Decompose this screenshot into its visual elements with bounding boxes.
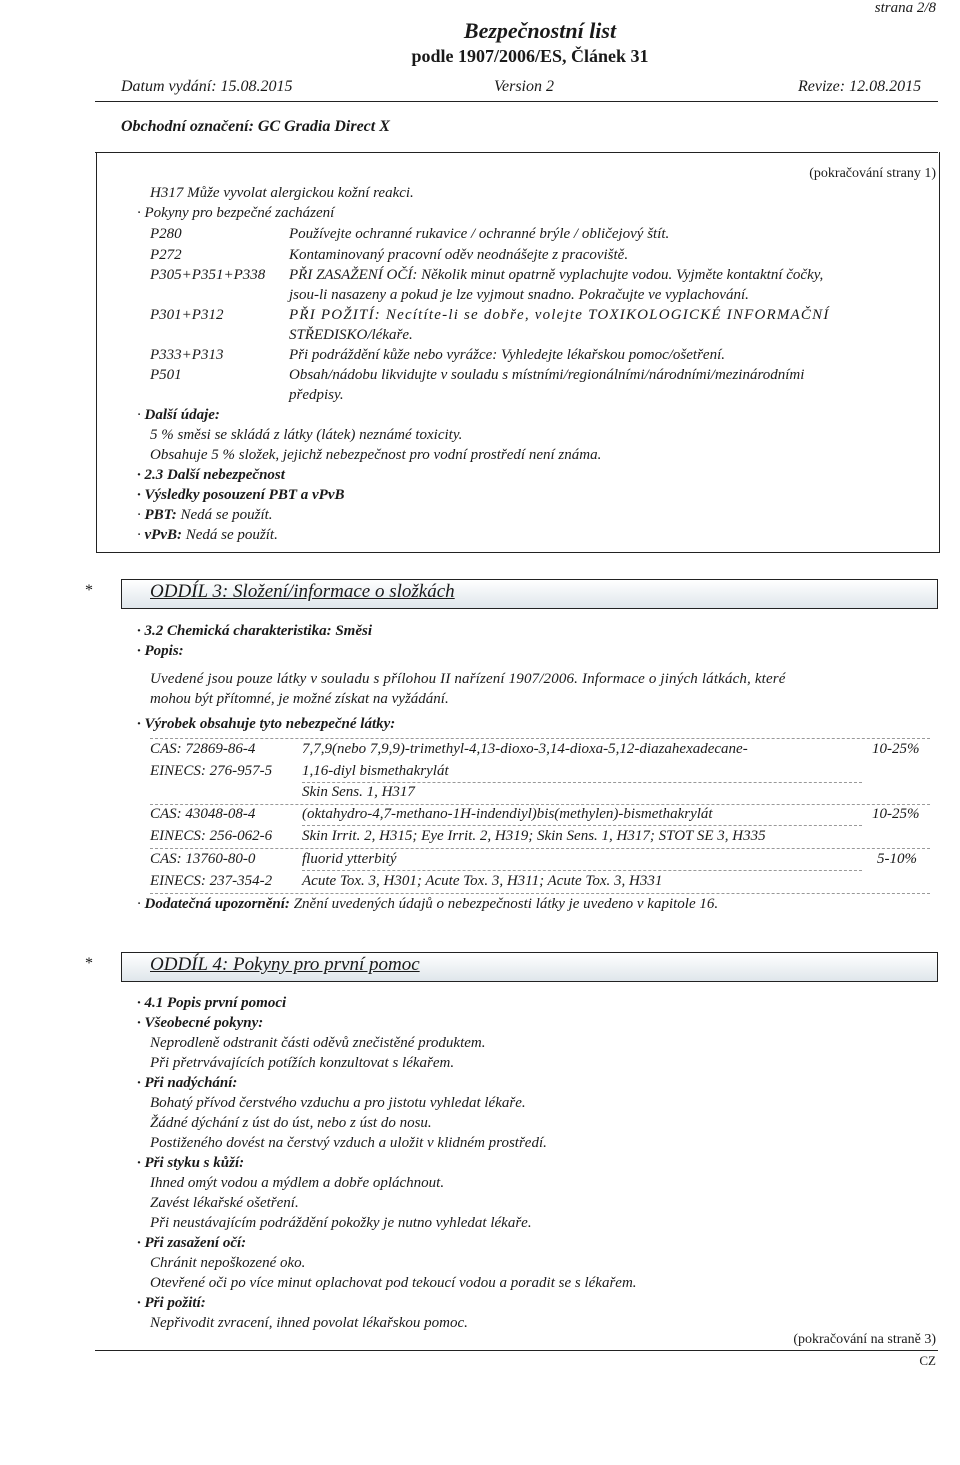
document-title: Bezpečnostní list [463,18,617,43]
substance-2-einecs: EINECS: 256-062-6 [150,828,273,844]
continued-from: (pokračování strany 1) [809,166,936,181]
precautions-heading: · Pokyny pro bezpečné zacházení [137,205,335,221]
issue-date: Datum vydání: 15.08.2015 [121,78,293,95]
substance-1-concentration: 10-25% [872,741,920,757]
substance-2-name: (oktahydro-4,7-methano-1H-indendiyl)bis(methylen)-bismethakrylát [302,806,713,822]
skin-3: Při neustávajícím podráždění pokožky je nutno vyhledat lékaře. [150,1215,532,1231]
footer-divider [95,1350,938,1351]
substance-1-name-2: 1,16-diyl bismethakrylát [302,763,449,779]
substance-1-class: Skin Sens. 1, H317 [302,784,415,800]
substance-1-bottom-rule [150,804,930,805]
p280-text: Používejte ochranné rukavice / ochranné brýle / obličejový štít. [289,226,670,242]
h317-statement: H317 Může vyvolat alergickou kožní reakci. [150,185,414,201]
p272-code: P272 [150,247,182,263]
p501-text-1: Obsah/nádobu likvidujte v souladu s místními/regionálními/národními/mezinárodními [289,367,805,383]
substance-2-cas: CAS: 43048-08-4 [150,806,256,822]
p301-text-1: PŘI POŽITÍ: Necítíte-li se dobře, volejte TOXIKOLOGICKÉ INFORMAČNÍ [289,307,830,323]
inhalation-3: Postiženého dovést na čerstvý vzduch a uložit v klidném prostředí. [150,1135,547,1151]
hazardous-substances-heading: · Výrobek obsahuje tyto nebezpečné látky: [137,716,396,732]
substance-1-inner-rule [302,782,862,783]
p501-code: P501 [150,367,182,383]
substance-3-class: Acute Tox. 3, H301; Acute Tox. 3, H311; Acute Tox. 3, H331 [302,873,663,889]
other-hazards-heading: · 2.3 Další nebezpečnost [137,467,285,483]
language-code: CZ [919,1353,936,1368]
substance-1-name-1: 7,7,9(nebo 7,9,9)-trimethyl-4,13-dioxo-3,14-dioxa-5,12-diazahexadecane- [302,741,748,757]
section3-header [121,579,938,609]
ingestion-1: Nepřivodit zvracení, ihned povolat lékařskou pomoc. [150,1315,468,1331]
header-divider [95,101,938,102]
p305-text-1: PŘI ZASAŽENÍ OČÍ: Několik minut opatrně vyplachujte vodou. Vyjměte kontaktní čočky, [289,267,824,283]
section4-title: ODDÍL 4: Pokyny pro první pomoc [150,954,420,975]
p333-text: Při podráždění kůže nebo vyrážce: Vyhledejte lékařskou pomoc/ošetření. [289,347,725,363]
section3-change-marker: * [85,582,93,599]
p301-code: P301+P312 [150,307,224,323]
substance-3-cas: CAS: 13760-80-0 [150,851,256,867]
table-top-rule [150,738,930,739]
substance-1-cas: CAS: 72869-86-4 [150,741,256,757]
eye-1: Chránit nepoškozené oko. [150,1255,306,1271]
p280-code: P280 [150,226,182,242]
p305-text-2: jsou-li nasazeny a pokud je lze vyjmout snadno. Pokračujte ve vyplachování. [289,287,749,303]
p305-code: P305+P351+P338 [150,267,266,283]
section3-subheading: · 3.2 Chemická charakteristika: Směsi [137,623,373,639]
additional-note: · Dodatečná upozornění: Znění uvedených údajů o nebezpečnosti látky je uvedeno v kapitole 16. [137,896,719,912]
p501-text-2: předpisy. [289,387,344,403]
general-1: Neprodleně odstranit části oděvů znečistěné produktem. [150,1035,486,1051]
description-text-2: mohou být přítomné, je možné získat na vyžádání. [150,691,449,707]
product-name: Obchodní označení: GC Gradia Direct X [121,118,390,135]
table-bottom-rule [150,893,930,894]
continued-to: (pokračování na straně 3) [793,1332,936,1347]
skin-2: Zavést lékařské ošetření. [150,1195,299,1211]
page-number: strana 2/8 [874,0,936,16]
description-text-1: Uvedené jsou pouze látky v souladu s přílohou II nařízení 1907/2006. Informace o jiných látkách, které [150,671,786,687]
p272-text: Kontaminovaný pracovní oděv neodnášejte z pracoviště. [289,247,629,263]
section4-change-marker: * [85,955,93,972]
more-info-1: 5 % směsi se skládá z látky (látek) neznámé toxicity. [150,427,463,443]
substance-1-einecs: EINECS: 276-957-5 [150,763,273,779]
substance-3-inner-rule [302,870,862,871]
ingestion-heading: · Při požití: [137,1295,206,1311]
section4-subheading: · 4.1 Popis první pomoci [137,995,287,1011]
substance-3-concentration: 5-10% [877,851,917,867]
p301-text-2: STŘEDISKO/lékaře. [289,327,413,343]
section4-header [121,952,938,982]
vpvb-line: · vPvB: Nedá se použít. [137,527,278,543]
description-label: · Popis: [137,643,184,659]
section3-title: ODDÍL 3: Složení/informace o složkách [150,581,455,602]
more-info-heading: · Další údaje: [137,407,220,423]
pbt-heading: · Výsledky posouzení PBT a vPvB [137,487,345,503]
revision-date: Revize: 12.08.2015 [798,78,922,95]
eye-2: Otevřené oči po více minut oplachovat pod tekoucí vodou a poradit se s lékařem. [150,1275,637,1291]
substance-2-concentration: 10-25% [872,806,920,822]
more-info-2: Obsahuje 5 % složek, jejichž nebezpečnost pro vodní prostředí není známa. [150,447,602,463]
substance-2-inner-rule [302,825,862,826]
inhalation-1: Bohatý přívod čerstvého vzduchu a pro jistotu vyhledat lékaře. [150,1095,526,1111]
inhalation-2: Žádné dýchání z úst do úst, nebo z úst do nosu. [150,1115,432,1131]
substance-3-einecs: EINECS: 237-354-2 [150,873,273,889]
general-heading: · Všeobecné pokyny: [137,1015,264,1031]
skin-1: Ihned omýt vodou a mýdlem a dobře opláchnout. [150,1175,445,1191]
document-subtitle: podle 1907/2006/ES, Článek 31 [411,46,649,66]
version: Version 2 [494,78,554,95]
inhalation-heading: · Při nadýchání: [137,1075,238,1091]
substance-3-name: fluorid ytterbitý [302,851,397,867]
eye-heading: · Při zasažení očí: [137,1235,247,1251]
substance-2-bottom-rule [150,848,930,849]
pbt-line: · PBT: Nedá se použít. [137,507,273,523]
general-2: Při přetrvávajících potížích konzultovat s lékařem. [150,1055,455,1071]
skin-heading: · Při styku s kůží: [137,1155,245,1171]
p333-code: P333+P313 [150,347,224,363]
substance-2-class: Skin Irrit. 2, H315; Eye Irrit. 2, H319; Skin Sens. 1, H317; STOT SE 3, H335 [302,828,766,844]
